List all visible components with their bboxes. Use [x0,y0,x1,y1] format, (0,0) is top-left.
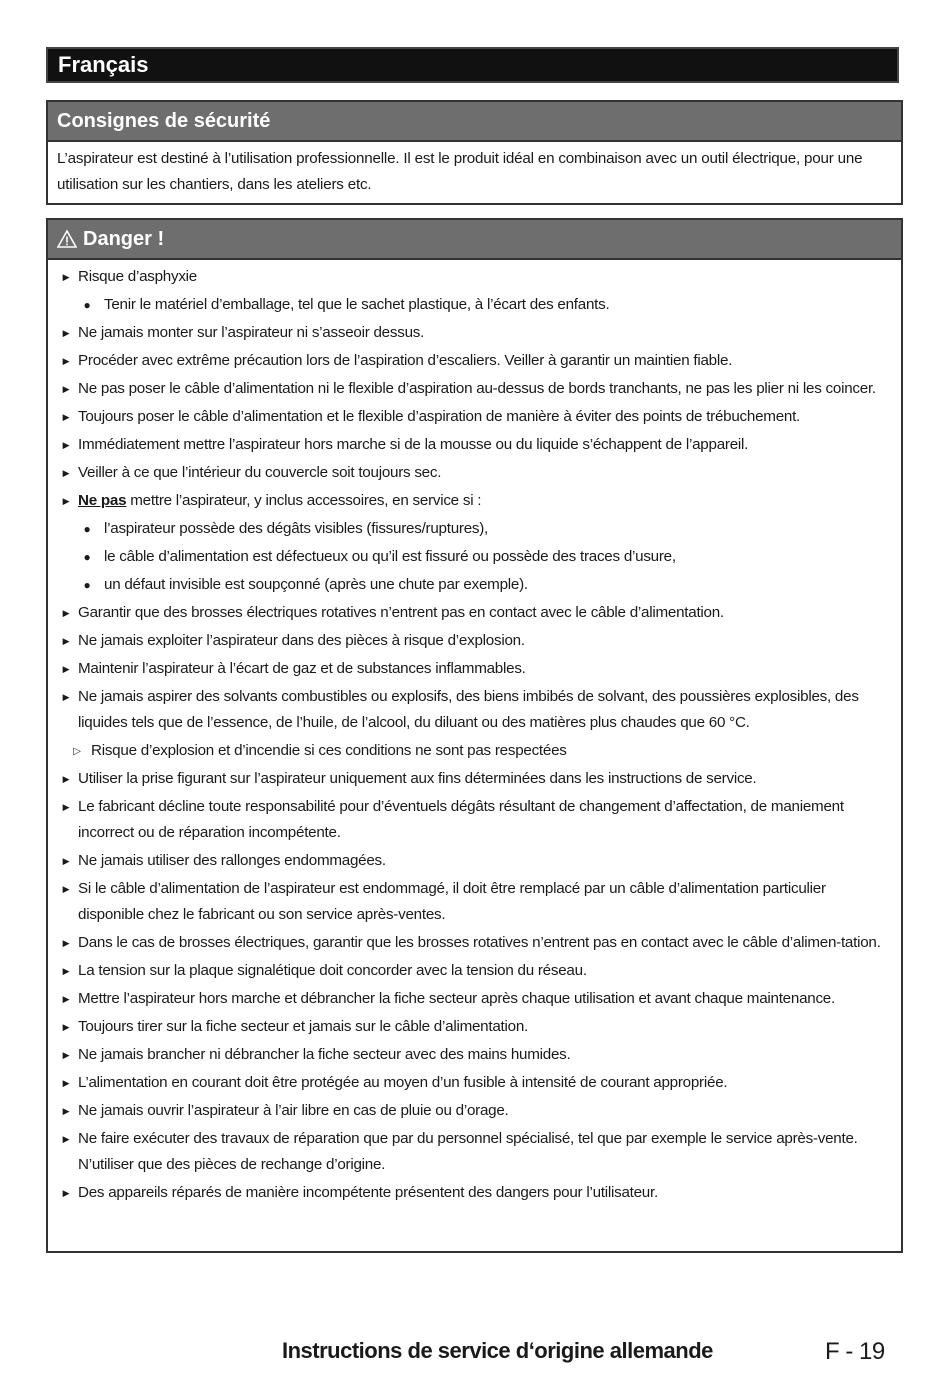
danger-list-item [58,600,893,626]
arrow-icon [59,432,73,459]
safety-intro-box [46,100,903,205]
danger-list-item [58,876,893,928]
arrow-icon [59,794,73,821]
item-text: Ne jamais monter sur l’aspirateur ni s’asseoir dessus. [78,324,425,341]
intro-paragraph: L’aspirateur est destiné à l’utilisation professionnelle. Il est le produit idéal en combinaison avec un outil électrique, pour une utilisation sur les chantiers, dans les ateliers etc. [57,150,863,193]
item-text: Ne jamais utiliser des rallonges endommagées. [78,852,386,869]
arrow-icon [59,766,73,793]
page-footer [0,1338,950,1372]
danger-list-item [58,544,893,570]
danger-list-item [58,930,893,956]
danger-list-item [58,986,893,1012]
item-text: Risque d’asphyxie [78,268,198,285]
footer-title: Instructions de service d‘origine allemande [282,1338,713,1363]
arrow-icon [59,1042,73,1069]
emphasis-text: Ne pas [78,492,127,509]
arrow-icon [59,264,73,291]
danger-list-item [58,292,893,318]
item-text: l’aspirateur possède des dégâts visibles (fissures/ruptures), [104,520,489,537]
arrow-icon [59,1070,73,1097]
danger-list-item [58,320,893,346]
item-text: La tension sur la plaque signalétique doit concorder avec la tension du réseau. [78,962,587,979]
item-text: Garantir que des brosses électriques rotatives n’entrent pas en contact avec le câble d’alimentation. [78,604,724,621]
page-number: F - 19 [825,1338,885,1365]
item-text: Maintenir l’aspirateur à l’écart de gaz et de substances inflammables. [78,660,526,677]
bullet-icon [80,572,94,598]
arrow-icon [59,1014,73,1041]
danger-list-item [58,738,893,764]
item-text: Toujours poser le câble d’alimentation et le flexible d’aspiration de manière à éviter des points de trébuchement. [78,408,801,425]
danger-list-item [58,376,893,402]
danger-list-item [58,1042,893,1068]
danger-heading: Danger ! [83,227,165,250]
danger-list-item [58,684,893,736]
arrow-icon [59,930,73,957]
arrow-icon [59,1180,73,1207]
arrow-icon [59,600,73,627]
danger-list-item [58,488,893,514]
danger-list-item [58,432,893,458]
item-text: un défaut invisible est soupçonné (après une chute par exemple). [104,576,528,593]
danger-list-item [58,264,893,290]
arrow-icon [59,628,73,655]
danger-list-item [58,1014,893,1040]
arrow-icon [59,1126,73,1153]
item-text: Ne jamais brancher ni débrancher la fiche secteur avec des mains humides. [78,1046,571,1063]
arrow-icon [59,348,73,375]
danger-header [48,220,901,260]
danger-list [48,260,901,1206]
item-text: Si le câble d’alimentation de l’aspirateur est endommagé, il doit être remplacé par un câble d’alimentation particulier disponible chez le fabricant ou son service après-ventes. [78,880,826,923]
danger-list-item [58,1098,893,1124]
item-text: Le fabricant décline toute responsabilité pour d’éventuels dégâts résultant de changement d’affectation, de maniement incorrect ou de réparation incompétente. [78,798,844,841]
danger-box [46,218,903,1253]
item-text: Ne pas poser le câble d’alimentation ni le flexible d’aspiration au-dessus de bords tranchants, ne pas les plier ni les coincer. [78,380,876,397]
danger-list-item [58,516,893,542]
danger-list-item [58,460,893,486]
safety-heading: Consignes de sécurité [48,102,901,142]
item-text: Toujours tirer sur la fiche secteur et jamais sur le câble d’alimentation. [78,1018,528,1035]
item-text: Tenir le matériel d’emballage, tel que le sachet plastique, à l’écart des enfants. [104,296,610,313]
item-text: Mettre l’aspirateur hors marche et débrancher la fiche secteur après chaque utilisation et avant chaque maintenance. [78,990,835,1007]
item-text: mettre l’aspirateur, y inclus accessoires, en service si : [126,492,482,509]
danger-list-item [58,572,893,598]
arrow-icon [59,684,73,711]
bullet-icon [80,516,94,542]
arrow-icon [59,488,73,515]
bullet-icon [80,544,94,570]
item-text: Ne jamais aspirer des solvants combustibles ou explosifs, des biens imbibés de solvant, des poussières explosibles, des liquides tels que de l’essence, de l’huile, de l’alcool, du diluant ou des matières plus chaudes que 60 °C. [78,688,859,731]
danger-list-item [58,794,893,846]
item-text: Ne faire exécuter des travaux de réparation que par du personnel spécialisé, tel que par exemple le service après-vente. N’utiliser que des pièces de rechange d’origine. [78,1130,858,1173]
item-text: le câble d’alimentation est défectueux ou qu’il est fissuré ou possède des traces d’usure, [104,548,676,565]
item-text: Des appareils réparés de manière incompétente présentent des dangers pour l’utilisateur. [78,1184,658,1201]
item-text: Procéder avec extrême précaution lors de l’aspiration d’escaliers. Veiller à garantir un maintien fiable. [78,352,733,369]
arrow-icon [59,958,73,985]
item-text: Utiliser la prise figurant sur l’aspirateur uniquement aux fins déterminées dans les instructions de service. [78,770,757,787]
item-text: Risque d’explosion et d’incendie si ces conditions ne sont pas respectées [91,742,567,759]
arrow-icon [59,320,73,347]
arrow-icon [59,876,73,903]
arrow-icon [59,376,73,403]
arrow-icon [59,1098,73,1125]
arrow-icon [59,848,73,875]
danger-list-item [58,958,893,984]
arrow-icon [59,404,73,431]
danger-list-item [58,628,893,654]
warning-triangle-icon [57,229,77,249]
danger-list-item [58,766,893,792]
item-text: Veiller à ce que l’intérieur du couvercle soit toujours sec. [78,464,442,481]
danger-list-item [58,1070,893,1096]
danger-list-item [58,848,893,874]
danger-list-item [58,404,893,430]
item-text: Ne jamais ouvrir l’aspirateur à l’air libre en cas de pluie ou d’orage. [78,1102,509,1119]
bullet-icon [80,292,94,318]
item-text: Immédiatement mettre l’aspirateur hors marche si de la mousse ou du liquide s’échappent de l’appareil. [78,436,749,453]
danger-list-item [58,1126,893,1178]
item-text: Dans le cas de brosses électriques, garantir que les brosses rotatives n’entrent pas en contact avec le câble d’alimen-tation. [78,934,881,951]
arrow-icon [59,460,73,487]
item-text: Ne jamais exploiter l’aspirateur dans des pièces à risque d’explosion. [78,632,525,649]
danger-list-item [58,348,893,374]
arrow-icon [59,986,73,1013]
outline-arrow-icon [70,738,84,765]
danger-list-item [58,1180,893,1206]
danger-list-item [58,656,893,682]
arrow-icon [59,656,73,683]
language-heading: Français [46,47,899,83]
item-text: L’alimentation en courant doit être protégée au moyen d’un fusible à intensité de courant appropriée. [78,1074,728,1091]
